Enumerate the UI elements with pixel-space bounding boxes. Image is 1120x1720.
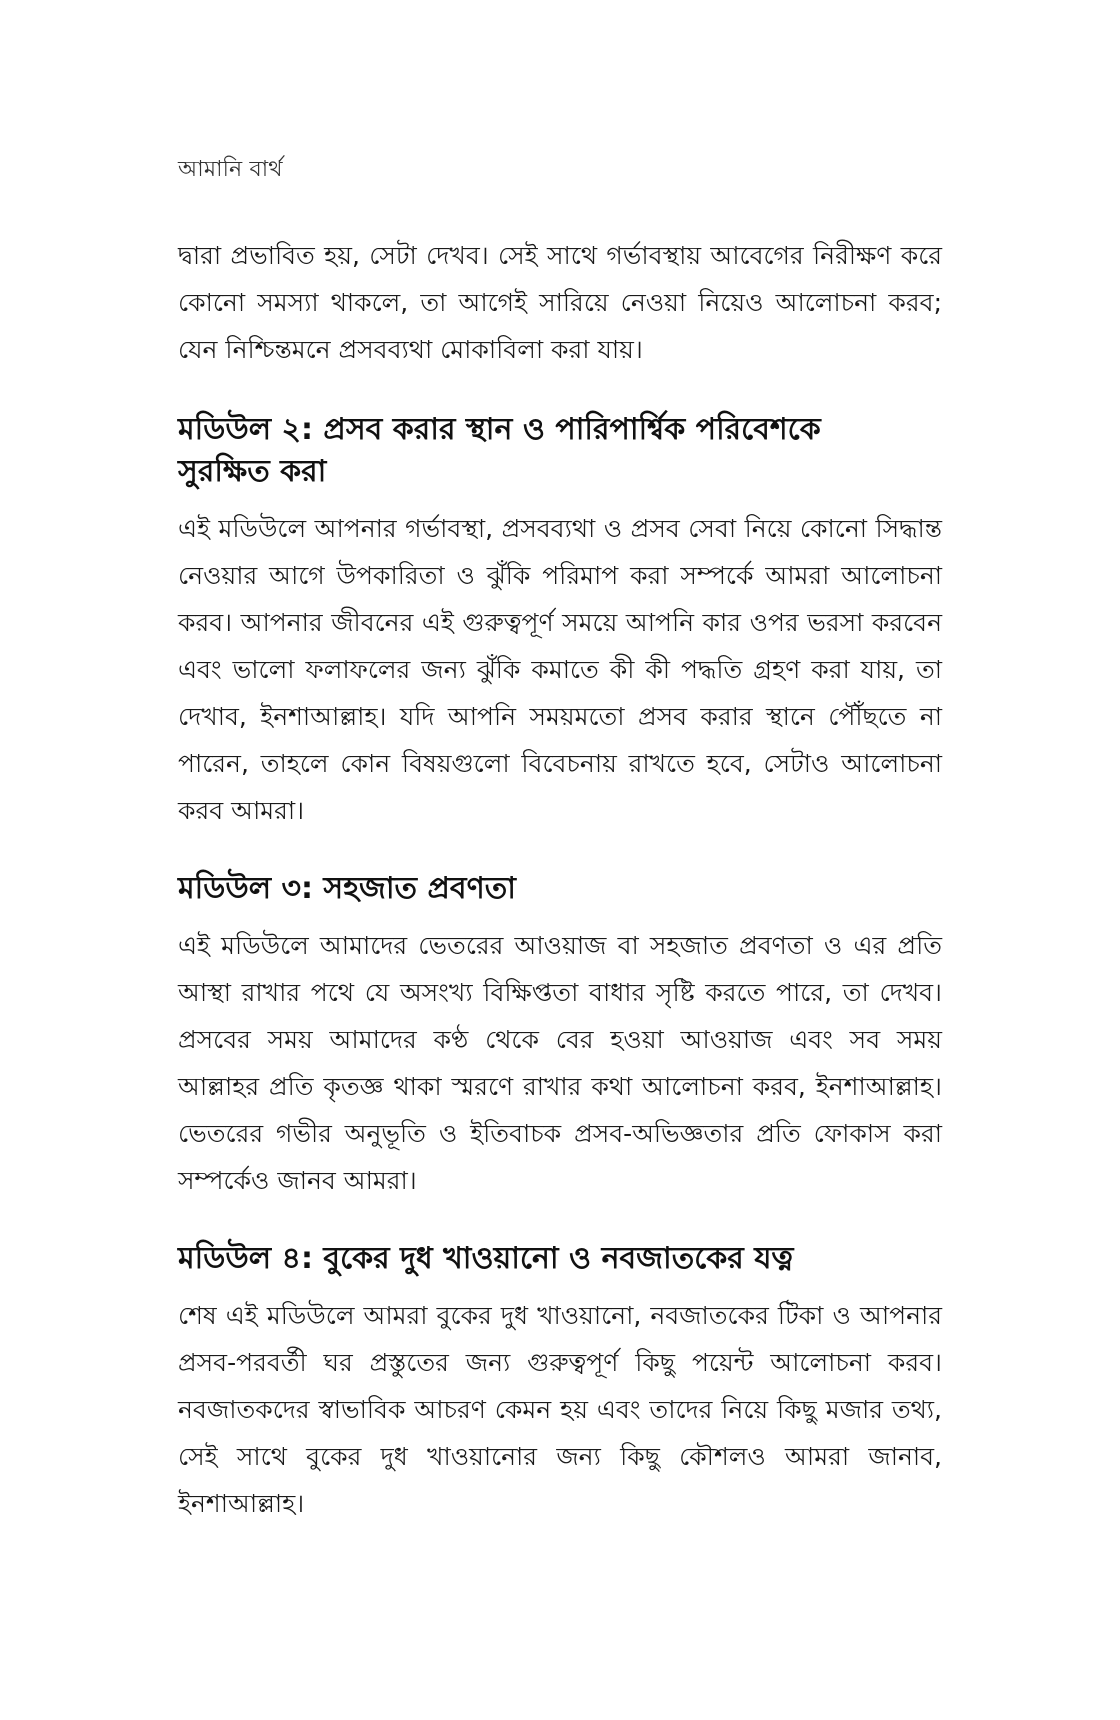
module-4-section — [178, 1238, 942, 1527]
module-4-paragraph: শেষ এই মডিউলে আমরা বুকের দুধ খাওয়ানো, নবজাতকের টিকা ও আপনার প্রসব-পরবর্তী ঘর প্রস্তুতের জন্য গুরুত্বপূর্ণ কিছু পয়েন্ট আলোচনা করব। নবজাতকদের স্বাভাবিক আচরণ কেমন হয় এবং তাদের নিয়ে কিছু মজার তথ্য, সেই সাথে বুকের দুধ খাওয়ানোর জন্য কিছু কৌশলও আমরা জানাব, ইনশাআল্লাহ। — [178, 1301, 942, 1518]
module-2-heading: মডিউল ২: প্রসব করার স্থান ও পারিপার্শ্বিক পরিবেশকে সুরক্ষিত করা — [178, 412, 821, 489]
module-4-heading: মডিউল ৪: বুকের দুধ খাওয়ানো ও নবজাতকের যত্ন — [178, 1241, 794, 1276]
module-3-section — [178, 868, 942, 1204]
module-2-section — [178, 409, 942, 834]
module-3-paragraph: এই মডিউলে আমাদের ভেতরের আওয়াজ বা সহজাত প্রবণতা ও এর প্রতি আস্থা রাখার পথে যে অসংখ্য বিক্ষিপ্ততা বাধার সৃষ্টি করতে পারে, তা দেখব। প্রসবের সময় আমাদের কণ্ঠ থেকে বের হওয়া আওয়াজ এবং সব সময় আল্লাহর প্রতি কৃতজ্ঞ থাকা স্মরণে রাখার কথা আলোচনা করব, ইনশাআল্লাহ। ভেতরের গভীর অনুভূতি ও ইতিবাচক প্রসব-অভিজ্ঞতার প্রতি ফোকাস করা সম্পর্কেও জানব আমরা। — [178, 931, 942, 1195]
intro-paragraph: দ্বারা প্রভাবিত হয়, সেটা দেখব। সেই সাথে গর্ভাবস্থায় আবেগের নিরীক্ষণ করে কোনো সমস্যা থাকলে, তা আগেই সারিয়ে নেওয়া নিয়েও আলোচনা করব; যেন নিশ্চিন্তমনে প্রসবব্যথা মোকাবিলা করা যায়। — [178, 241, 942, 364]
module-2-paragraph: এই মডিউলে আপনার গর্ভাবস্থা, প্রসবব্যথা ও প্রসব সেবা নিয়ে কোনো সিদ্ধান্ত নেওয়ার আগে উপকারিতা ও ঝুঁকি পরিমাপ করা সম্পর্কে আমরা আলোচনা করব। আপনার জীবনের এই গুরুত্বপূর্ণ সময়ে আপনি কার ওপর ভরসা করবেন এবং ভালো ফলাফলের জন্য ঝুঁকি কমাতে কী কী পদ্ধতি গ্রহণ করা যায়, তা দেখাব, ইনশাআল্লাহ। যদি আপনি সময়মতো প্রসব করার স্থানে পৌঁছতে না পারেন, তাহলে কোন বিষয়গুলো বিবেচনায় রাখতে হবে, সেটাও আলোচনা করব আমরা। — [178, 514, 942, 825]
book-page — [178, 0, 942, 1720]
module-3-heading: মডিউল ৩: সহজাত প্রবণতা — [178, 871, 516, 906]
page-content — [178, 232, 942, 1561]
running-header: আমানি বার্থ — [178, 157, 283, 182]
